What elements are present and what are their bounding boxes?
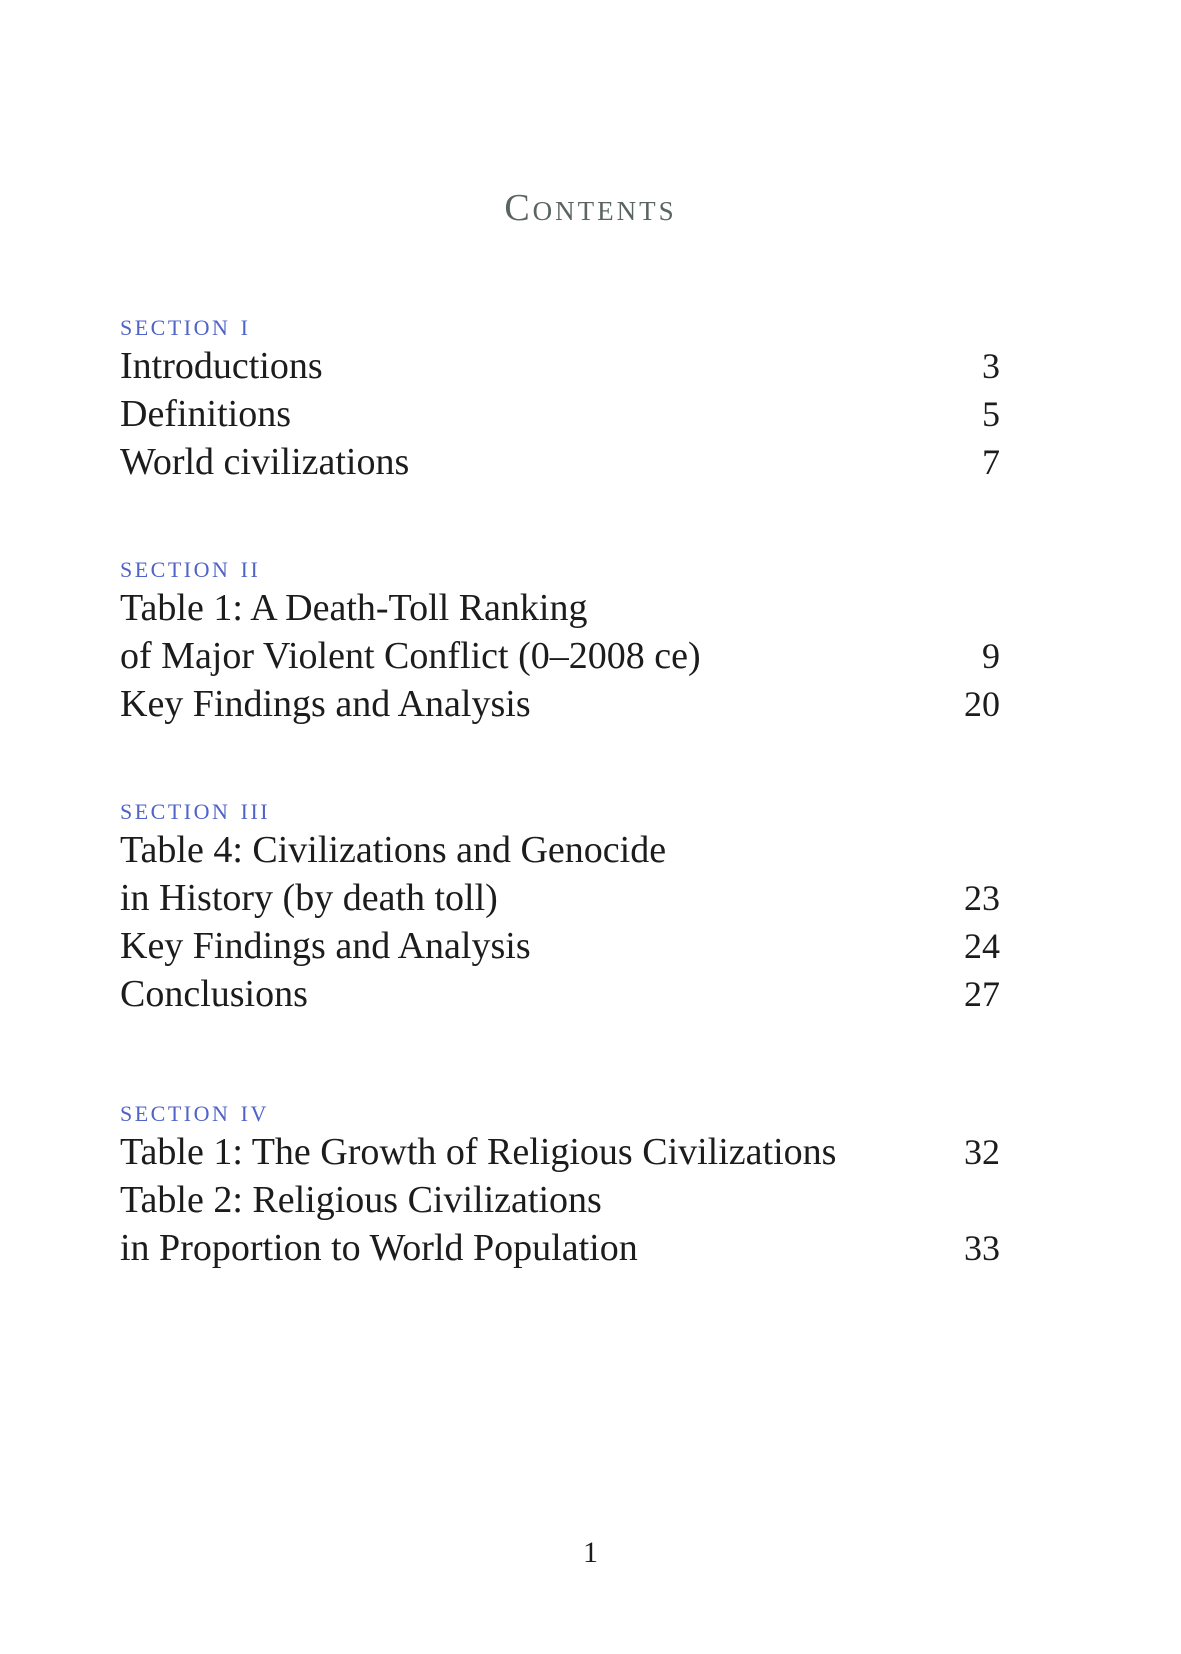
page-number: 1 [583,1536,598,1569]
entry-title-line: Table 4: Civilizations and Genocide [120,829,667,871]
section-label: section i [120,307,251,342]
entry-page-number: 23 [964,878,1000,918]
entry-page-number: 33 [964,1228,1000,1268]
section-label: section iii [120,791,271,826]
entry-title: Key Findings and Analysis [120,683,531,725]
entry-page-number: 5 [982,394,1000,434]
entry-title: Introductions [120,345,323,387]
toc-entry[interactable] [120,1128,1000,1176]
entry-page-number: 32 [964,1132,1000,1172]
entry-page-number: 7 [982,442,1000,482]
entry-page-number: 27 [964,974,1000,1014]
toc-section-3 [120,792,1000,1018]
toc-entry[interactable] [120,342,1000,390]
toc-entry[interactable] [120,1176,1000,1272]
toc-section-4 [120,1094,1000,1272]
toc-entry[interactable] [120,922,1000,970]
toc-entry[interactable] [120,826,1000,922]
section-label: section iv [120,1093,269,1128]
entry-title-line: Table 2: Religious Civilizations [120,1179,602,1221]
entry-title: World civilizations [120,441,410,483]
page-title: Contents [504,187,677,229]
entry-page-number: 3 [982,346,1000,386]
toc-section-2 [120,550,1000,728]
entry-title-line: in History (by death toll) [120,877,498,919]
entry-title: Table 1: The Growth of Religious Civilizations [120,1131,837,1173]
toc-entry[interactable] [120,438,1000,486]
entry-page-number: 20 [964,684,1000,724]
entry-page-number: 9 [982,636,1000,676]
entry-title-line: of Major Violent Conflict (0–2008 ce) [120,635,701,677]
toc-entry[interactable] [120,390,1000,438]
section-label: section ii [120,549,261,584]
toc-entry[interactable] [120,970,1000,1018]
entry-title-line: Table 1: A Death-Toll Ranking [120,587,588,629]
toc-entry[interactable] [120,584,1000,680]
entry-title: Key Findings and Analysis [120,925,531,967]
entry-title: Conclusions [120,973,308,1015]
toc-section-1 [120,308,1000,486]
entry-title-line: in Proportion to World Population [120,1227,638,1269]
entry-title: Definitions [120,393,291,435]
entry-page-number: 24 [964,926,1000,966]
toc-entry[interactable] [120,680,1000,728]
